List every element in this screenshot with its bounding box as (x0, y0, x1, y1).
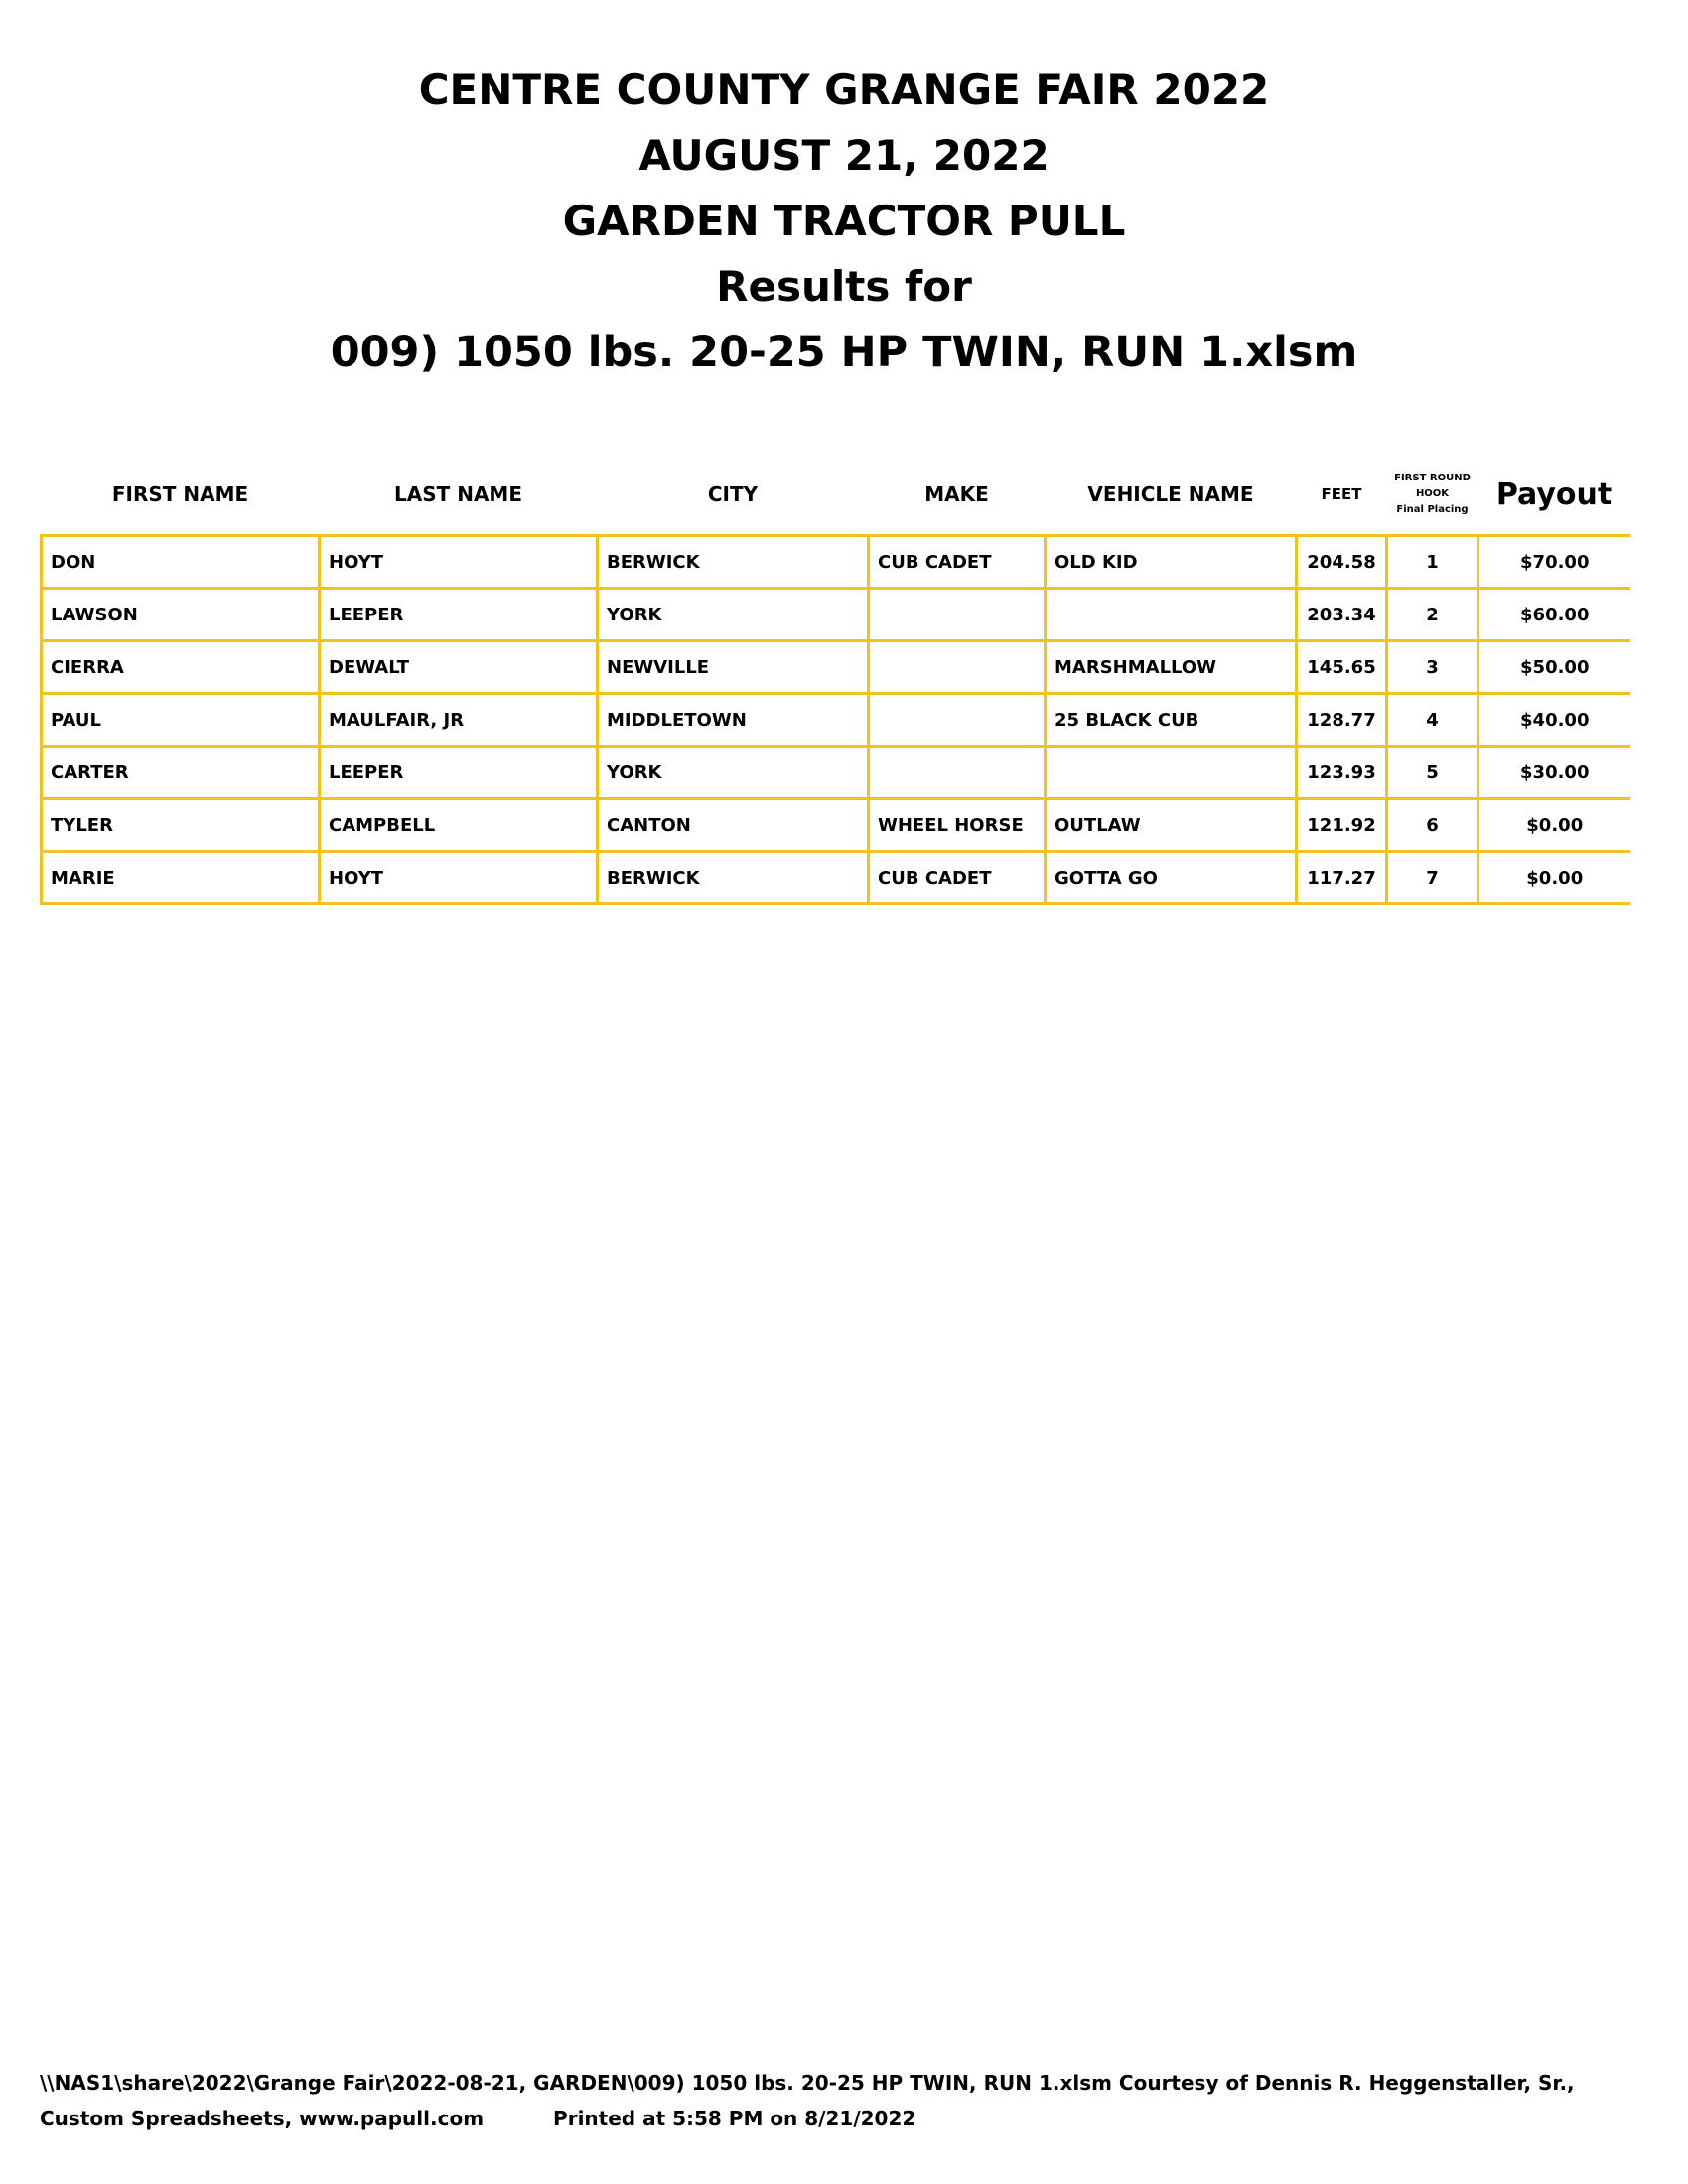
cell-last-name: MAULFAIR, JR (320, 694, 598, 747)
cell-make: WHEEL HORSE (869, 799, 1046, 852)
cell-first-name: DON (42, 536, 320, 589)
footer-website: Custom Spreadsheets, www.papull.com (40, 2107, 485, 2130)
cell-first-name: LAWSON (42, 589, 320, 641)
cell-make: CUB CADET (869, 536, 1046, 589)
cell-last-name: CAMPBELL (320, 799, 598, 852)
cell-place: 5 (1387, 747, 1478, 799)
cell-place: 7 (1387, 852, 1478, 904)
title-class-file: 009) 1050 lbs. 20-25 HP TWIN, RUN 1.xlsm (330, 328, 1358, 377)
table-row (42, 694, 1630, 747)
cell-payout: $70.00 (1478, 536, 1630, 589)
cell-city: MIDDLETOWN (598, 694, 869, 747)
cell-make: CUB CADET (869, 852, 1046, 904)
header-feet: FEET (1321, 485, 1362, 503)
cell-make (869, 747, 1046, 799)
header-placing (1387, 455, 1478, 536)
footer-file-path: \\NAS1\share\2022\Grange Fair\2022-08-21, GARDEN\009) 1050 lbs. 20-25 HP TWIN, RUN 1.xlsm Courtesy of Dennis R. Heggenstaller, Sr., (40, 2071, 1575, 2095)
header-placing-line1: FIRST ROUND (1394, 473, 1471, 483)
title-event: GARDEN TRACTOR PULL (562, 197, 1126, 245)
cell-payout: $50.00 (1478, 641, 1630, 694)
cell-feet: 123.93 (1297, 747, 1387, 799)
header-placing-line2: HOOK (1415, 488, 1450, 499)
cell-last-name: DEWALT (320, 641, 598, 694)
cell-last-name: LEEPER (320, 589, 598, 641)
cell-make (869, 641, 1046, 694)
cell-payout: $0.00 (1478, 852, 1630, 904)
cell-first-name: CIERRA (42, 641, 320, 694)
cell-feet: 121.92 (1297, 799, 1387, 852)
page-footer (40, 2065, 1648, 2136)
header-city: CITY (707, 482, 759, 506)
table-row (42, 589, 1630, 641)
cell-last-name: HOYT (320, 852, 598, 904)
table-row (42, 799, 1630, 852)
table-row (42, 536, 1630, 589)
cell-feet: 128.77 (1297, 694, 1387, 747)
cell-feet: 203.34 (1297, 589, 1387, 641)
cell-first-name: MARIE (42, 852, 320, 904)
cell-place: 1 (1387, 536, 1478, 589)
header-vehicle-name: VEHICLE NAME (1087, 482, 1254, 506)
cell-city: YORK (598, 747, 869, 799)
cell-vehicle-name: OUTLAW (1046, 799, 1297, 852)
cell-make (869, 694, 1046, 747)
cell-place: 6 (1387, 799, 1478, 852)
cell-first-name: CARTER (42, 747, 320, 799)
cell-payout: $60.00 (1478, 589, 1630, 641)
cell-payout: $0.00 (1478, 799, 1630, 852)
table-row (42, 852, 1630, 904)
cell-vehicle-name: OLD KID (1046, 536, 1297, 589)
cell-place: 2 (1387, 589, 1478, 641)
cell-vehicle-name: GOTTA GO (1046, 852, 1297, 904)
cell-city: YORK (598, 589, 869, 641)
title-fair-name: CENTRE COUNTY GRANGE FAIR 2022 (418, 66, 1270, 114)
results-table (40, 455, 1630, 905)
header-payout: Payout (1495, 477, 1613, 512)
cell-vehicle-name (1046, 589, 1297, 641)
cell-last-name: LEEPER (320, 747, 598, 799)
cell-payout: $40.00 (1478, 694, 1630, 747)
cell-city: BERWICK (598, 852, 869, 904)
title-date: AUGUST 21, 2022 (638, 131, 1050, 180)
cell-feet: 117.27 (1297, 852, 1387, 904)
cell-feet: 145.65 (1297, 641, 1387, 694)
header-placing-line3: Final Placing (1396, 504, 1469, 515)
cell-vehicle-name: 25 BLACK CUB (1046, 694, 1297, 747)
cell-first-name: PAUL (42, 694, 320, 747)
cell-place: 4 (1387, 694, 1478, 747)
header-first-name: FIRST NAME (111, 482, 249, 506)
cell-place: 3 (1387, 641, 1478, 694)
cell-last-name: HOYT (320, 536, 598, 589)
table-row (42, 641, 1630, 694)
title-results-for: Results for (716, 262, 972, 311)
footer-print-time: Printed at 5:58 PM on 8/21/2022 (553, 2107, 916, 2130)
cell-feet: 204.58 (1297, 536, 1387, 589)
report-title-block (0, 58, 1688, 385)
cell-city: NEWVILLE (598, 641, 869, 694)
cell-city: BERWICK (598, 536, 869, 589)
footer-credits (40, 2101, 1648, 2136)
table-header-row (42, 455, 1630, 536)
header-last-name: LAST NAME (393, 482, 522, 506)
cell-city: CANTON (598, 799, 869, 852)
cell-vehicle-name (1046, 747, 1297, 799)
cell-vehicle-name: MARSHMALLOW (1046, 641, 1297, 694)
cell-payout: $30.00 (1478, 747, 1630, 799)
cell-make (869, 589, 1046, 641)
cell-first-name: TYLER (42, 799, 320, 852)
header-make: MAKE (924, 482, 989, 506)
table-row (42, 747, 1630, 799)
